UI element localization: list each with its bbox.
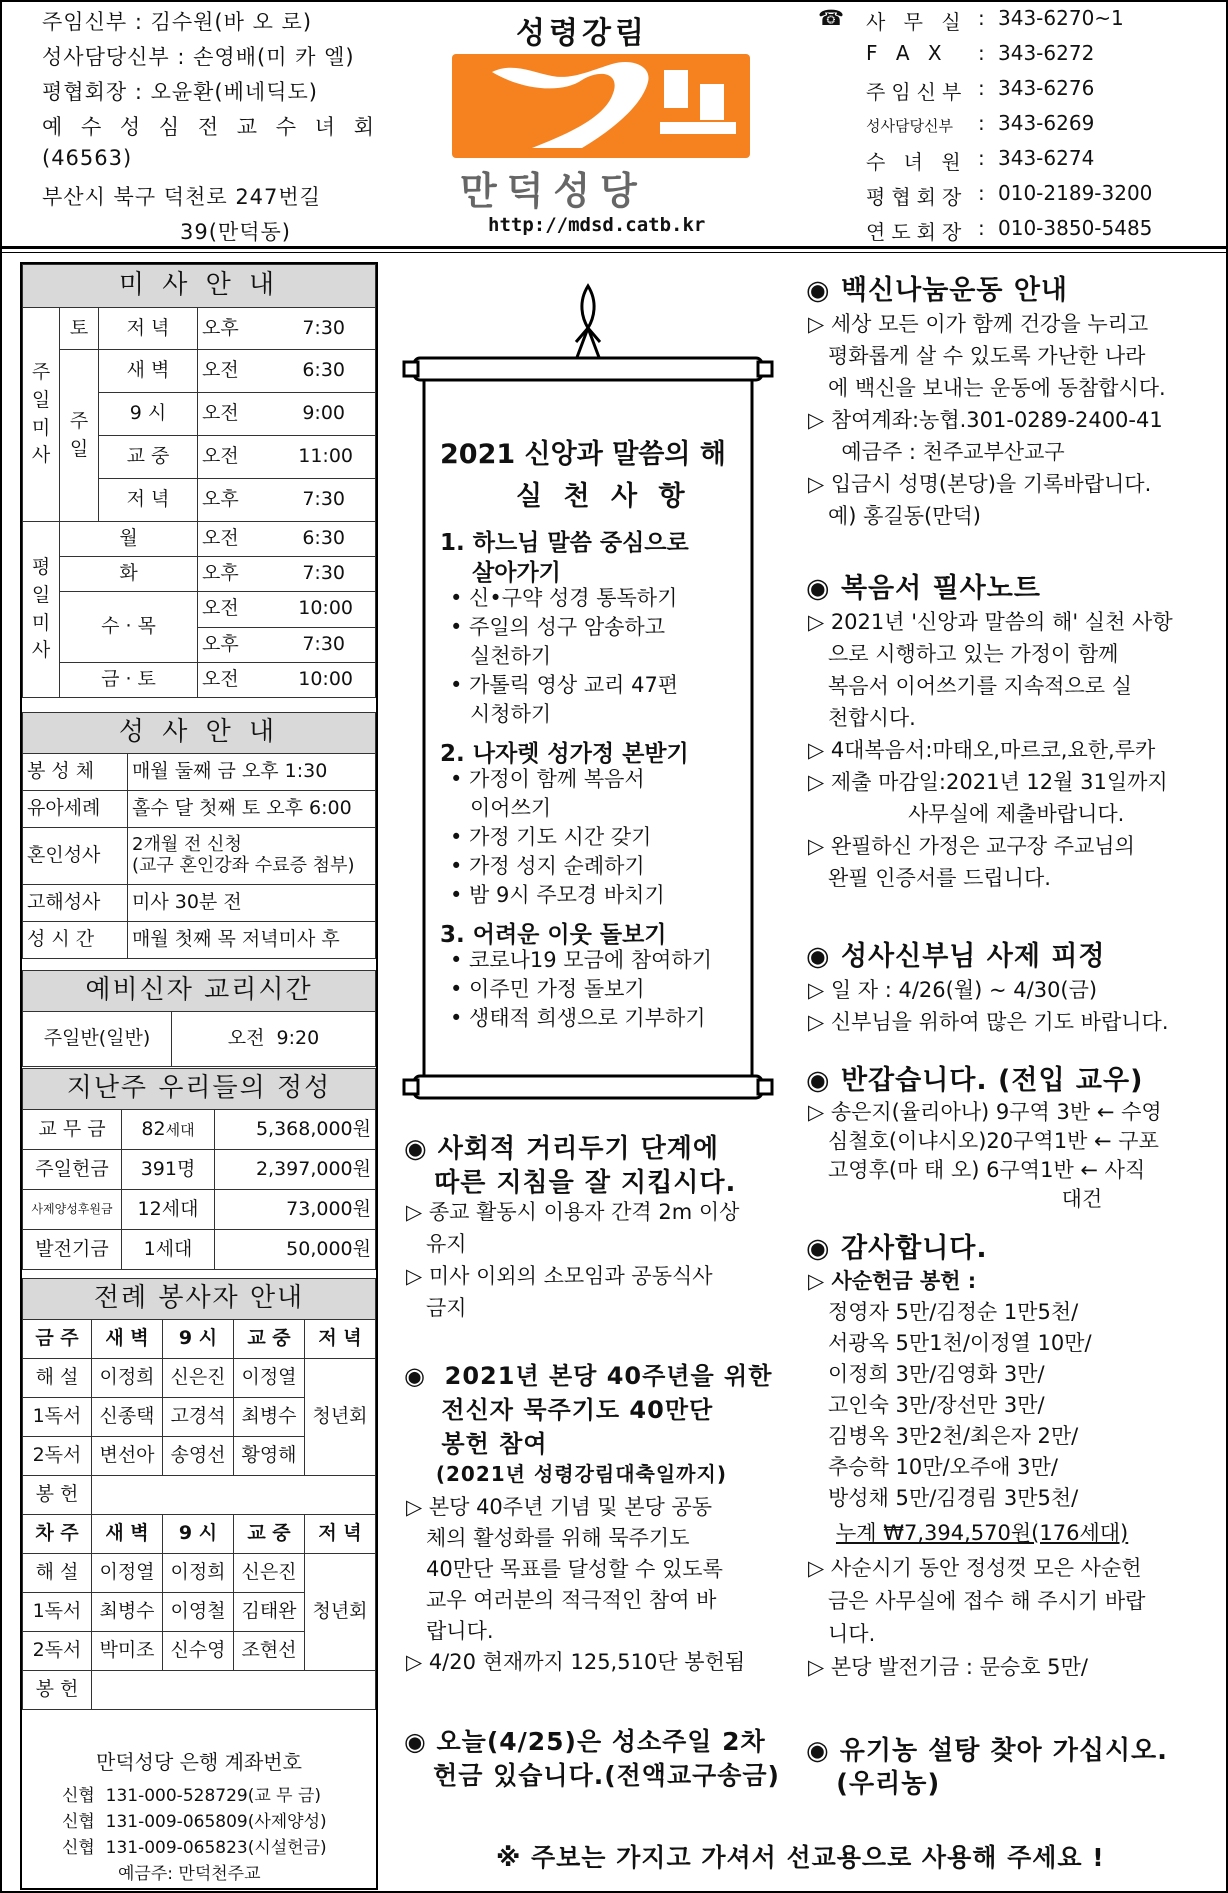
contact-value-6: 010-2189-3200 xyxy=(998,181,1153,205)
website-url[interactable]: http://mdsd.catb.kr xyxy=(488,214,706,236)
week1-role-1: 해 설 xyxy=(23,1359,92,1398)
thanks-note-2: 금은 사무실에 접수 해 주시기 바랍 xyxy=(808,1589,1146,1613)
weekday-day-1: 월 xyxy=(60,522,198,557)
prayer-line-2: 체의 활성화를 위해 묵주기도 xyxy=(406,1526,690,1550)
offering-table xyxy=(22,1068,376,1270)
prayer-line-5: 랍니다. xyxy=(406,1619,494,1643)
sunday-clock-1: 6:30 xyxy=(302,359,345,382)
address-line: 부산시 북구 덕천로 247번길 xyxy=(42,185,321,209)
offering-count-value-2: 391 xyxy=(140,1157,177,1180)
sugar-title-1: ◉ 유기농 설탕 찾아 가십시오. xyxy=(806,1736,1169,1766)
distancing-title-2: 따른 지침을 잘 지킵시다. xyxy=(404,1168,737,1198)
gospel-line-7: 사무실에 제출바랍니다. xyxy=(808,802,1125,826)
thanks-donor-7: 방성채 5만/김경림 3만5천/ xyxy=(808,1486,1079,1510)
prayer-line-6: ▷ 4/20 현재까지 125,510단 봉헌됨 xyxy=(406,1650,746,1674)
welcome-line-3: 고영후(마 태 오) 6구역1반 ← 사직 xyxy=(808,1158,1146,1182)
scroll-section-1-item-2: • 주일의 성구 암송하고 xyxy=(450,615,665,639)
weekday-ampm-1: 오전 xyxy=(202,527,239,550)
offering-amount-4: 50,000원 xyxy=(215,1230,376,1270)
welcome-line-2: 심철호(이냐시오)20구역1반 ← 구포 xyxy=(808,1129,1159,1153)
weekday-clock-2: 7:30 xyxy=(302,562,345,585)
sunday-ampm-1: 오전 xyxy=(202,359,239,382)
phone-icon: ☎ xyxy=(818,6,845,30)
weekday-clock-4: 7:30 xyxy=(302,632,345,655)
contact-colon-4: : xyxy=(978,111,985,135)
week1-col-1: 새 벽 xyxy=(92,1320,163,1359)
scroll-section-1-item-1: • 신•구약 성경 통독하기 xyxy=(450,586,678,610)
council-president-line: 평협회장 : 오윤환(베네딕도) xyxy=(42,80,318,104)
sunday-name-3: 교 중 xyxy=(99,436,198,479)
week2-role-2: 1독서 xyxy=(23,1593,92,1632)
liturgy-table xyxy=(22,1278,376,1710)
weekday-clock-1: 6:30 xyxy=(302,527,345,550)
bank-holder: 예금주: 만덕천주교 xyxy=(118,1864,261,1884)
week1-offertory xyxy=(92,1476,376,1515)
vaccine-line-4: ▷ 참여계좌:농협.301-0289-2400-41 xyxy=(808,408,1163,432)
week2-offertory xyxy=(92,1671,376,1710)
vaccine-line-7: 예) 홍길동(만덕) xyxy=(808,504,981,528)
gospel-line-2: 으로 시행하고 있는 가정이 함께 xyxy=(808,642,1119,666)
week2-col-3: 교 중 xyxy=(234,1515,305,1554)
week2-r2-c3: 김태완 xyxy=(234,1593,305,1632)
bank-title: 만덕성당 은행 계좌번호 xyxy=(96,1750,302,1774)
scroll-section-2-head-1: 2. 나자렛 성가정 본받기 xyxy=(440,741,689,767)
thanks-donor-3: 이정희 3만/김영화 3만/ xyxy=(808,1362,1045,1386)
week2-r2-c2: 이영철 xyxy=(163,1593,234,1632)
today-collection-title-1: ◉ 오늘(4/25)은 성소주일 2차 xyxy=(404,1727,766,1756)
saturday-ampm: 오후 xyxy=(202,316,239,339)
week2-r3-c2: 신수영 xyxy=(163,1632,234,1671)
weekday-time-1 xyxy=(198,522,376,557)
week2-evening: 청년회 xyxy=(305,1554,376,1671)
contact-colon-6: : xyxy=(978,181,985,205)
sunday-sub-text: 주일 xyxy=(69,409,89,460)
weekday-time-2 xyxy=(198,557,376,592)
thanks-total: 누계 ₩7,394,570원(176세대) xyxy=(836,1521,1129,1545)
catechumen-title: 예비신자 교리시간 xyxy=(23,971,376,1012)
contact-colon-2: : xyxy=(978,41,985,65)
weekday-time-3 xyxy=(198,592,376,628)
offering-title: 지난주 우리들의 정성 xyxy=(23,1069,376,1110)
sunday-name-4: 저 녁 xyxy=(99,479,198,522)
sunday-time-2 xyxy=(198,393,376,436)
sunday-ampm-2: 오전 xyxy=(202,402,239,425)
sacrament-name-5: 성 시 간 xyxy=(23,922,128,959)
weekday-group-text: 평일미사 xyxy=(31,556,51,662)
week2-col-4: 저 녁 xyxy=(305,1515,376,1554)
catechumen-table xyxy=(22,970,376,1067)
today-collection-title-2: 헌금 있습니다.(전액교구송금) xyxy=(404,1761,780,1790)
gospel-line-9: 완필 인증서를 드립니다. xyxy=(808,866,1051,890)
address-line-2: 39(만덕동) xyxy=(180,220,291,244)
thanks-note-1: ▷ 사순시기 동안 정성껏 모은 사순헌 xyxy=(808,1556,1142,1580)
feast-title: 성령강림 xyxy=(516,16,648,51)
gospel-title: ◉ 복음서 필사노트 xyxy=(806,573,1041,604)
saturday-time xyxy=(198,308,376,350)
mass-table xyxy=(22,264,376,698)
contact-value-1: 343-6270~1 xyxy=(998,6,1124,30)
sunday-sub-label xyxy=(60,350,99,522)
contact-label-1: 사 무 실 xyxy=(866,10,967,34)
catechumen-time: 오전 9:20 xyxy=(172,1012,376,1067)
welcome-title: ◉ 반갑습니다. (전입 교우) xyxy=(806,1065,1144,1096)
weekday-ampm-4: 오후 xyxy=(202,632,239,655)
dove-icon xyxy=(452,50,752,162)
vaccine-line-1: ▷ 세상 모든 이가 함께 건강을 누리고 xyxy=(808,312,1149,336)
contact-value-3: 343-6276 xyxy=(998,76,1095,100)
offering-name-4: 발전기금 xyxy=(23,1230,122,1270)
footer-note: ※ 주보는 가지고 가셔서 선교용으로 사용해 주세요 ! xyxy=(496,1843,1105,1872)
weekday-clock-5: 10:00 xyxy=(298,668,353,691)
contact-value-5: 343-6274 xyxy=(998,146,1095,170)
distancing-line-4: 금지 xyxy=(406,1296,467,1320)
sacrament-name-3: 혼인성사 xyxy=(23,828,128,885)
sunday-clock-3: 11:00 xyxy=(298,445,353,468)
scroll-section-1-head-2: 살아가기 xyxy=(440,560,561,586)
scroll-title-2: 실 천 사 항 xyxy=(516,481,691,512)
weekday-ampm-2: 오후 xyxy=(202,562,239,585)
scroll-section-2-item-3: • 가정 기도 시간 갖기 xyxy=(450,825,652,849)
scroll-section-2-item-2: 이어쓰기 xyxy=(450,796,552,820)
sunday-time-3 xyxy=(198,436,376,479)
retreat-line-1: ▷ 일 자 : 4/26(월) ~ 4/30(금) xyxy=(808,978,1098,1002)
offering-count-value-1: 82 xyxy=(141,1117,166,1140)
weekday-day-3: 수 · 목 xyxy=(60,592,198,663)
scroll-title-1: 2021 신앙과 말씀의 해 xyxy=(440,439,726,470)
scroll-section-2-item-5: • 밤 9시 주모경 바치기 xyxy=(450,883,665,907)
contact-label-4: 성사담당신부 xyxy=(866,117,953,135)
vaccine-line-3: 에 백신을 보내는 운동에 동참합시다. xyxy=(808,376,1166,400)
week1-r2-c1: 신종택 xyxy=(92,1398,163,1437)
scroll-section-2-item-1: • 가정이 함께 복음서 xyxy=(450,767,645,791)
sunday-group-text: 주일미사 xyxy=(31,361,51,467)
weekday-day-5: 금 · 토 xyxy=(60,663,198,698)
scroll-section-1-head-1: 1. 하느님 말씀 중심으로 xyxy=(440,530,689,556)
pastor-line: 주임신부 : 김수원(바 오 로) xyxy=(42,10,313,34)
thanks-donor-1: 정영자 5만/김정순 1만5천/ xyxy=(808,1300,1079,1324)
distancing-title-1: ◉ 사회적 거리두기 단계에 xyxy=(404,1134,720,1164)
retreat-line-2: ▷ 신부님을 위하여 많은 기도 바랍니다. xyxy=(808,1010,1169,1034)
offering-count-1 xyxy=(122,1110,215,1150)
scroll-section-3-item-1: • 코로나19 모금에 참여하기 xyxy=(450,948,712,972)
contact-value-4: 343-6269 xyxy=(998,111,1095,135)
sunday-time-4 xyxy=(198,479,376,522)
vaccine-line-5: 예금주 : 천주교부산교구 xyxy=(808,440,1065,464)
catechumen-class: 주일반(일반) xyxy=(23,1012,172,1067)
weekday-day-2: 화 xyxy=(60,557,198,592)
vaccine-line-6: ▷ 입금시 성명(본당)을 기록바랍니다. xyxy=(808,472,1152,496)
thanks-donor-6: 추승학 10만/오주애 3만/ xyxy=(808,1455,1058,1479)
weekday-clock-3: 10:00 xyxy=(298,597,353,620)
prayer-line-4: 교우 여러분의 적극적인 참여 바 xyxy=(406,1588,717,1612)
offering-count-value-3: 12 xyxy=(137,1197,162,1220)
sacrament-title: 성 사 안 내 xyxy=(23,713,376,754)
sacrament-desc-2: 홀수 달 첫째 토 오후 6:00 xyxy=(128,791,376,828)
thanks-note-3: 니다. xyxy=(808,1622,876,1646)
week1-role-4: 봉 헌 xyxy=(23,1476,92,1515)
offering-amount-2: 2,397,000원 xyxy=(215,1150,376,1190)
week1-r1-c2: 신은진 xyxy=(163,1359,234,1398)
prayer-title-3: 봉헌 참여 xyxy=(404,1430,548,1458)
sacrament-desc-4: 미사 30분 전 xyxy=(128,885,376,922)
distancing-line-2: 유지 xyxy=(406,1232,467,1256)
week2-r3-c1: 박미조 xyxy=(92,1632,163,1671)
offering-amount-3: 73,000원 xyxy=(215,1190,376,1230)
week2-role-3: 2독서 xyxy=(23,1632,92,1671)
gospel-line-4: 천합시다. xyxy=(808,706,916,730)
offering-count-3 xyxy=(122,1190,215,1230)
retreat-title: ◉ 성사신부님 사제 피정 xyxy=(806,941,1106,972)
sunday-clock-2: 9:00 xyxy=(302,402,345,425)
weekday-time-5 xyxy=(198,663,376,698)
week2-r2-c1: 최병수 xyxy=(92,1593,163,1632)
week1-role-2: 1독서 xyxy=(23,1398,92,1437)
sunday-name-2: 9 시 xyxy=(99,393,198,436)
weekday-mass-label xyxy=(23,522,60,698)
scroll-section-1-item-5: 시청하기 xyxy=(450,702,552,726)
offering-count-value-4: 1 xyxy=(143,1237,156,1260)
week1-role-3: 2독서 xyxy=(23,1437,92,1476)
contact-value-7: 010-3850-5485 xyxy=(998,216,1153,240)
saturday-day: 토 xyxy=(60,308,99,350)
prayer-line-3: 40만단 목표를 달성할 수 있도록 xyxy=(406,1557,723,1581)
week1-r2-c3: 최병수 xyxy=(234,1398,305,1437)
sacrament-table xyxy=(22,712,376,959)
thanks-note-4: ▷ 본당 발전기금 : 문승호 5만/ xyxy=(808,1655,1088,1679)
vaccine-title: ◉ 백신나눔운동 안내 xyxy=(806,275,1069,306)
sunday-ampm-3: 오전 xyxy=(202,445,239,468)
gospel-line-1: ▷ 2021년 '신앙과 말씀의 해' 실천 사항 xyxy=(808,610,1173,634)
prayer-title-1: ◉ 2021년 본당 40주년을 위한 xyxy=(404,1362,773,1390)
distancing-line-3: ▷ 미사 이외의 소모임과 공동식사 xyxy=(406,1264,713,1288)
offering-unit-1: 세대 xyxy=(165,1120,195,1139)
week1-label: 금 주 xyxy=(23,1320,92,1359)
bank-line-3: 신협 131-009-065823(시설헌금) xyxy=(62,1838,327,1858)
week2-role-1: 해 설 xyxy=(23,1554,92,1593)
contact-label-3: 주임신부 xyxy=(866,80,968,104)
postal-code: (46563) xyxy=(42,146,133,170)
scroll-section-1-item-3: 실천하기 xyxy=(450,644,552,668)
scroll-section-1-item-4: • 가톨릭 영상 교리 47편 xyxy=(450,673,679,697)
offering-count-2 xyxy=(122,1150,215,1190)
week2-r1-c3: 신은진 xyxy=(234,1554,305,1593)
week2-r1-c1: 이정열 xyxy=(92,1554,163,1593)
prayer-title-4: (2021년 성령강림대축일까지) xyxy=(404,1462,727,1486)
week2-col-1: 새 벽 xyxy=(92,1515,163,1554)
contact-colon-1: : xyxy=(978,6,985,30)
week1-r3-c2: 송영선 xyxy=(163,1437,234,1476)
gospel-line-5: ▷ 4대복음서:마태오,마르코,요한,루카 xyxy=(808,738,1156,762)
bank-line-1: 신협 131-000-528729(교 무 금) xyxy=(62,1786,322,1806)
week1-col-2: 9 시 xyxy=(163,1320,234,1359)
contact-label-6: 평협회장 xyxy=(866,185,968,209)
offering-count-4 xyxy=(122,1230,215,1270)
saturday-name: 저 녁 xyxy=(99,308,198,350)
thanks-sub: ▷ 사순헌금 봉헌 : xyxy=(808,1269,977,1293)
sunday-ampm-4: 오후 xyxy=(202,488,239,511)
gospel-line-3: 복음서 이어쓰기를 지속적으로 실 xyxy=(808,674,1133,698)
weekday-time-4 xyxy=(198,627,376,663)
offering-name-3: 사제양성후원금 xyxy=(23,1190,122,1230)
sacrament-desc-3: 2개월 전 신청 (교구 혼인강좌 수료증 첨부) xyxy=(128,828,376,885)
sunday-name-1: 새 벽 xyxy=(99,350,198,393)
weekday-ampm-5: 오전 xyxy=(202,668,239,691)
week1-r1-c3: 이정열 xyxy=(234,1359,305,1398)
mass-title: 미 사 안 내 xyxy=(23,265,376,308)
week2-col-2: 9 시 xyxy=(163,1515,234,1554)
sacrament-desc-5: 매월 첫째 목 저녁미사 후 xyxy=(128,922,376,959)
thanks-donor-5: 김병옥 3만2천/최은자 2만/ xyxy=(808,1424,1079,1448)
contact-colon-5: : xyxy=(978,146,985,170)
scroll-section-3-item-3: • 생태적 희생으로 기부하기 xyxy=(450,1006,706,1030)
prayer-title-2: 전신자 묵주기도 40만단 xyxy=(404,1396,714,1424)
contact-label-2: F A X xyxy=(866,41,948,65)
gospel-line-6: ▷ 제출 마감일:2021년 12월 31일까지 xyxy=(808,770,1168,794)
sugar-title-2: (우리농) xyxy=(806,1769,941,1799)
sunday-mass-label xyxy=(23,308,60,522)
vaccine-line-2: 평화롭게 살 수 있도록 가난한 나라 xyxy=(808,344,1146,368)
prayer-line-1: ▷ 본당 40주년 기념 및 본당 공동 xyxy=(406,1495,713,1519)
welcome-line-1: ▷ 송은지(율리아나) 9구역 3반 ← 수영 xyxy=(808,1100,1162,1124)
bank-line-2: 신협 131-009-065809(사제양성) xyxy=(62,1812,327,1832)
assistant-pastor-line: 성사담당신부 : 손영배(미 카 엘) xyxy=(42,45,355,69)
church-name: 만덕성당 xyxy=(460,169,647,213)
welcome-line-4: 대건 xyxy=(808,1187,1103,1211)
offering-amount-1: 5,368,000원 xyxy=(215,1110,376,1150)
offering-name-1: 교 무 금 xyxy=(23,1110,122,1150)
week1-col-3: 교 중 xyxy=(234,1320,305,1359)
week1-col-4: 저 녁 xyxy=(305,1320,376,1359)
week1-r1-c1: 이정희 xyxy=(92,1359,163,1398)
distancing-line-1: ▷ 종교 활동시 이용자 간격 2m 이상 xyxy=(406,1200,740,1224)
contact-label-5: 수 녀 원 xyxy=(866,150,967,174)
liturgy-title: 전례 봉사자 안내 xyxy=(23,1279,376,1320)
offering-unit-2: 명 xyxy=(176,1157,196,1180)
offering-unit-3: 세대 xyxy=(161,1197,199,1220)
week1-r3-c3: 황영해 xyxy=(234,1437,305,1476)
thanks-donor-2: 서광옥 5만1천/이정열 10만/ xyxy=(808,1331,1092,1355)
week2-label: 차 주 xyxy=(23,1515,92,1554)
week1-r3-c1: 변선아 xyxy=(92,1437,163,1476)
thanks-title: ◉ 감사합니다. xyxy=(806,1233,988,1264)
week2-role-4: 봉 헌 xyxy=(23,1671,92,1710)
week2-r3-c3: 조현선 xyxy=(234,1632,305,1671)
contact-colon-7: : xyxy=(978,216,985,240)
sacrament-name-1: 봉 성 체 xyxy=(23,754,128,791)
sacrament-name-2: 유아세례 xyxy=(23,791,128,828)
gospel-line-8: ▷ 완필하신 가정은 교구장 주교님의 xyxy=(808,834,1135,858)
sisters-line: 예 수 성 심 전 교 수 녀 회 xyxy=(42,115,380,139)
week2-r1-c2: 이정희 xyxy=(163,1554,234,1593)
contact-label-7: 연도회장 xyxy=(866,220,968,244)
offering-unit-4: 세대 xyxy=(155,1237,193,1260)
weekday-ampm-3: 오전 xyxy=(202,597,239,620)
offering-name-2: 주일헌금 xyxy=(23,1150,122,1190)
scroll-section-3-head-1: 3. 어려운 이웃 돌보기 xyxy=(440,922,667,948)
sunday-clock-4: 7:30 xyxy=(302,488,345,511)
saturday-clock: 7:30 xyxy=(302,316,345,339)
sacrament-name-4: 고해성사 xyxy=(23,885,128,922)
contact-value-2: 343-6272 xyxy=(998,41,1095,65)
scroll-section-3-item-2: • 이주민 가정 돌보기 xyxy=(450,977,645,1001)
sunday-time-1 xyxy=(198,350,376,393)
thanks-donor-4: 고인숙 3만/장선만 3만/ xyxy=(808,1393,1045,1417)
contact-colon-3: : xyxy=(978,76,985,100)
scroll-section-2-item-4: • 가정 성지 순례하기 xyxy=(450,854,645,878)
week1-evening: 청년회 xyxy=(305,1359,376,1476)
sacrament-desc-1: 매월 둘째 금 오후 1:30 xyxy=(128,754,376,791)
week1-r2-c2: 고경석 xyxy=(163,1398,234,1437)
